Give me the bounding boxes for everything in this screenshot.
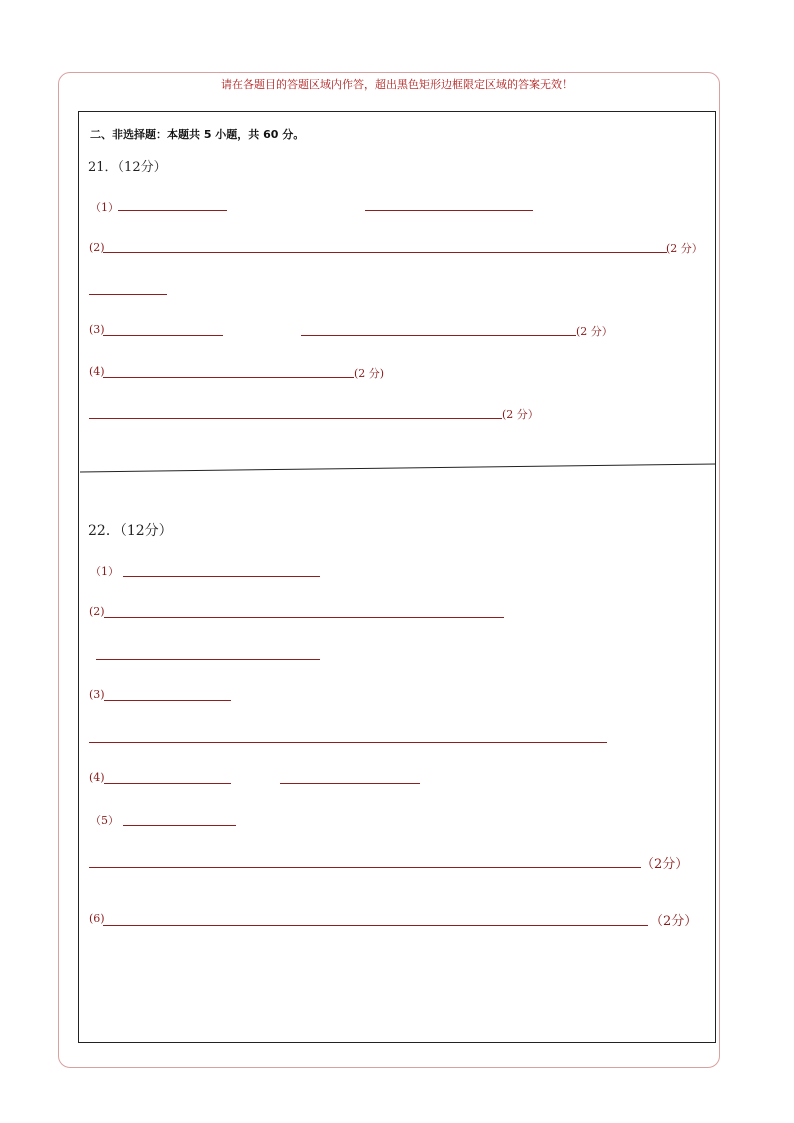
q21-1-answer-line-b[interactable] [365, 210, 533, 211]
q22-3-answer-line-b[interactable] [89, 742, 607, 743]
section-divider [80, 462, 716, 476]
q22-label-2: (2) [89, 605, 105, 618]
q22-label-3: (3) [89, 688, 105, 701]
q22-title: 22．（12分） [88, 523, 173, 539]
q21-label-1: （1） [90, 201, 119, 214]
q21-2-answer-line-b[interactable] [89, 294, 167, 295]
q22-6-answer-line[interactable] [103, 925, 648, 926]
q22-3-answer-line-a[interactable] [104, 700, 231, 701]
q22-label-5: （5） [90, 814, 119, 827]
q21-3-answer-line-a[interactable] [103, 335, 223, 336]
q21-title: 21．（12分） [88, 160, 167, 175]
q22-2-answer-line-b[interactable] [96, 659, 320, 660]
section-title: 二、非选择题：本题共 5 小题，共 60 分。 [90, 128, 305, 141]
q22-5-answer-line-a[interactable] [123, 825, 236, 826]
q22-1-answer-line[interactable] [123, 576, 320, 577]
answer-area-warning: 请在各题目的答题区域内作答，超出黑色矩形边框限定区域的答案无效！ [221, 78, 573, 91]
q22-5-points: （2分） [641, 857, 689, 872]
q21-3-answer-line-b[interactable] [301, 335, 576, 336]
q21-1-answer-line-a[interactable] [118, 210, 227, 211]
q22-label-6: (6) [89, 912, 105, 925]
q21-label-3: (3) [89, 323, 105, 336]
q22-4-answer-line-b[interactable] [280, 783, 420, 784]
q22-4-answer-line-a[interactable] [104, 783, 231, 784]
q22-5-answer-line-b[interactable] [89, 867, 641, 868]
q21-3-points: (2 分） [576, 325, 613, 338]
q21-label-4: (4) [89, 365, 105, 378]
answer-box [78, 111, 716, 1043]
q22-6-points: （2分） [650, 914, 698, 929]
q21-4-points-a: (2 分) [354, 367, 385, 380]
q21-4-answer-line-b[interactable] [89, 418, 502, 419]
q21-2-points: (2 分） [666, 242, 703, 255]
q22-label-1: （1） [90, 565, 119, 578]
q22-2-answer-line-a[interactable] [104, 617, 504, 618]
q21-4-points-b: (2 分） [502, 408, 539, 421]
q22-label-4: (4) [89, 771, 105, 784]
q21-4-answer-line-a[interactable] [103, 377, 354, 378]
q21-2-answer-line-a[interactable] [103, 252, 667, 253]
q21-label-2: (2) [89, 241, 105, 254]
